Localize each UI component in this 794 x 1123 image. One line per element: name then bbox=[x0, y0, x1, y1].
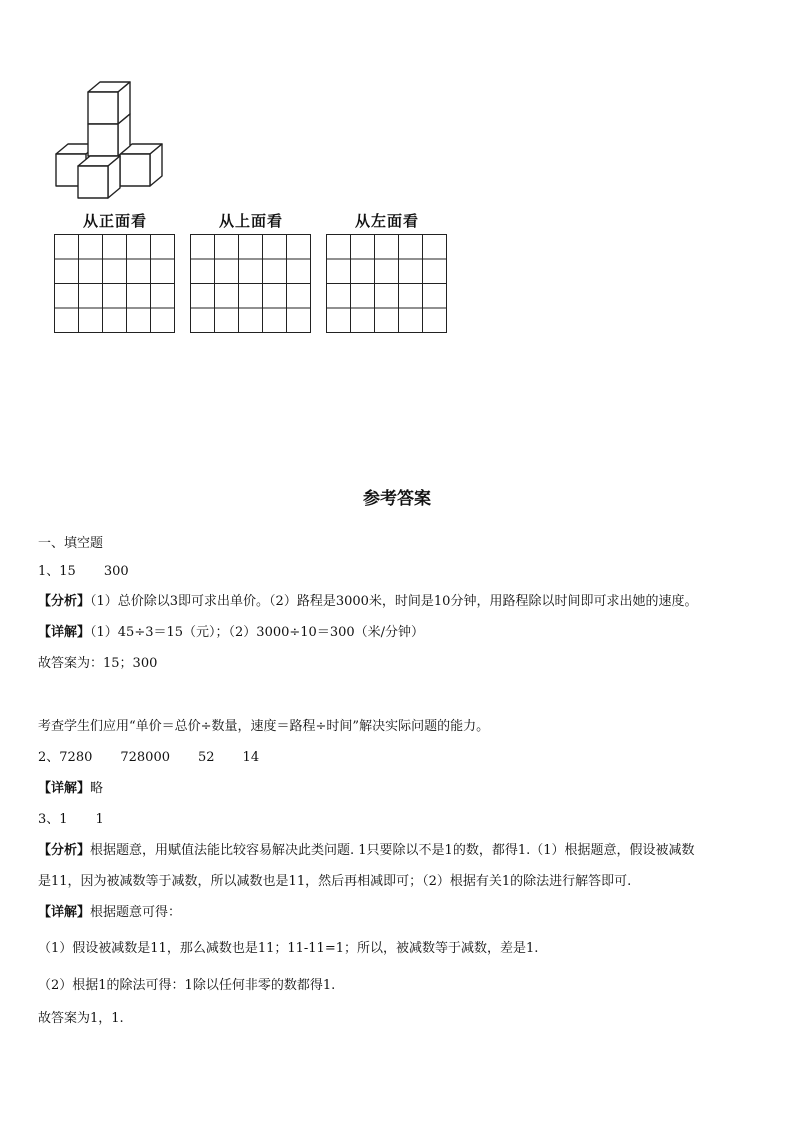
grid-cell bbox=[79, 259, 103, 284]
grid-cell bbox=[215, 259, 239, 284]
q3-step2: （2）根据1的除法可得：1除以任何非零的数都得1. bbox=[38, 978, 336, 993]
cube-stack-figure bbox=[50, 78, 170, 203]
grid-cell bbox=[239, 259, 263, 284]
grid-cell bbox=[103, 308, 127, 333]
grid-cell bbox=[351, 308, 375, 333]
grid-cell bbox=[55, 259, 79, 284]
q2-num: 2、7280 bbox=[38, 750, 93, 765]
q3-detail bbox=[38, 904, 181, 922]
grid-cell bbox=[287, 235, 311, 260]
grid-cell bbox=[103, 235, 127, 260]
q3-answer bbox=[38, 811, 104, 829]
q2-detail-tag: 【详解】 bbox=[38, 781, 91, 796]
q1-analysis-text: （1）总价除以3即可求出单价。（2）路程是3000米，时间是10分钟，用路程除以时间即可求出她的速度。 bbox=[90, 594, 698, 609]
q2-a3: 52 bbox=[198, 750, 215, 765]
grid-cell bbox=[263, 308, 287, 333]
q2-answer bbox=[38, 749, 259, 767]
grid-cell bbox=[55, 235, 79, 260]
grid-cell bbox=[287, 284, 311, 309]
q3-analysis-cont: 是11，因为被减数等于减数，所以减数也是11，然后再相减即可；（2）根据有关1的除法进行解答即可. bbox=[38, 874, 632, 889]
grid-cell bbox=[127, 259, 151, 284]
grid-cell bbox=[263, 284, 287, 309]
grid-cell bbox=[327, 308, 351, 333]
grid-cell bbox=[375, 308, 399, 333]
q1-detail bbox=[38, 624, 424, 642]
grid-cell bbox=[239, 284, 263, 309]
q2-a4: 14 bbox=[242, 750, 260, 765]
grid-cell bbox=[351, 259, 375, 284]
q3-a2: 1 bbox=[95, 812, 104, 827]
q1-final: 故答案为：15；300 bbox=[38, 656, 158, 671]
grid-cell bbox=[151, 308, 175, 333]
grid-cell bbox=[423, 284, 447, 309]
grid-cell bbox=[215, 284, 239, 309]
q1-note: 考查学生们应用“单价＝总价÷数量，速度＝路程÷时间”解决实际问题的能力。 bbox=[38, 719, 490, 734]
grid-cell bbox=[399, 284, 423, 309]
grid-cell bbox=[79, 284, 103, 309]
grid-cell bbox=[375, 235, 399, 260]
grid-cell bbox=[239, 235, 263, 260]
q3-detail-text: 根据题意可得： bbox=[90, 905, 182, 920]
grid-cell bbox=[215, 235, 239, 260]
grid-cell bbox=[351, 284, 375, 309]
grid-cell bbox=[399, 235, 423, 260]
q3-analysis-tag: 【分析】 bbox=[38, 843, 91, 858]
grid-cell bbox=[191, 235, 215, 260]
grid-cell bbox=[79, 235, 103, 260]
front-view-label: 从正面看 bbox=[82, 212, 147, 230]
q2-a2: 728000 bbox=[120, 750, 170, 765]
grid-cell bbox=[375, 284, 399, 309]
q1-detail-text: （1）45÷3＝15（元）；（2）3000÷10＝300（米/分钟） bbox=[90, 625, 425, 640]
grid-cell bbox=[399, 259, 423, 284]
grid-cell bbox=[423, 308, 447, 333]
front-view-grid bbox=[54, 234, 175, 333]
grid-cell bbox=[127, 308, 151, 333]
grid-cell bbox=[423, 235, 447, 260]
q1-detail-tag: 【详解】 bbox=[38, 625, 91, 640]
q3-num: 3、1 bbox=[38, 812, 68, 827]
grid-cell bbox=[263, 235, 287, 260]
grid-cell bbox=[151, 235, 175, 260]
grid-cell bbox=[103, 284, 127, 309]
section-heading: 一、填空题 bbox=[38, 536, 104, 551]
q3-step1: （1）假设被减数是11，那么减数也是11；11-11=1；所以，被减数等于减数，差是1. bbox=[38, 941, 539, 956]
grid-cell bbox=[287, 259, 311, 284]
grid-cell bbox=[127, 284, 151, 309]
grid-cell bbox=[351, 235, 375, 260]
grid-cell bbox=[287, 308, 311, 333]
grid-cell bbox=[423, 259, 447, 284]
grid-cell bbox=[151, 284, 175, 309]
q1-answer bbox=[38, 563, 129, 581]
grid-cell bbox=[215, 308, 239, 333]
grid-cell bbox=[399, 308, 423, 333]
top-view-grid bbox=[190, 234, 311, 333]
q1-analysis-tag: 【分析】 bbox=[38, 594, 91, 609]
q1-analysis bbox=[38, 593, 697, 611]
q1-ans2: 300 bbox=[103, 564, 129, 579]
grid-cell bbox=[79, 308, 103, 333]
q3-analysis bbox=[38, 842, 695, 860]
q3-final: 故答案为1，1. bbox=[38, 1011, 124, 1026]
q2-detail bbox=[38, 780, 103, 798]
answer-title: 参考答案 bbox=[363, 489, 431, 509]
grid-cell bbox=[151, 259, 175, 284]
q3-analysis-line1: 根据题意，用赋值法能比较容易解决此类问题. 1只要除以不是1的数，都得1.（1）根据题意，假设被减数 bbox=[90, 843, 695, 858]
grid-cell bbox=[263, 259, 287, 284]
q3-detail-tag: 【详解】 bbox=[38, 905, 91, 920]
grid-cell bbox=[327, 284, 351, 309]
grid-cell bbox=[239, 308, 263, 333]
q1-num: 1、15 bbox=[38, 564, 76, 579]
grid-cell bbox=[191, 308, 215, 333]
grid-cell bbox=[327, 259, 351, 284]
grid-cell bbox=[55, 284, 79, 309]
left-view-grid bbox=[326, 234, 447, 333]
grid-cell bbox=[127, 235, 151, 260]
q2-detail-text: 略 bbox=[90, 781, 104, 796]
grid-cell bbox=[375, 259, 399, 284]
grid-cell bbox=[55, 308, 79, 333]
left-view-label: 从左面看 bbox=[354, 212, 419, 230]
top-view-label: 从上面看 bbox=[218, 212, 283, 230]
grid-cell bbox=[327, 235, 351, 260]
grid-cell bbox=[191, 259, 215, 284]
grid-cell bbox=[191, 284, 215, 309]
grid-cell bbox=[103, 259, 127, 284]
